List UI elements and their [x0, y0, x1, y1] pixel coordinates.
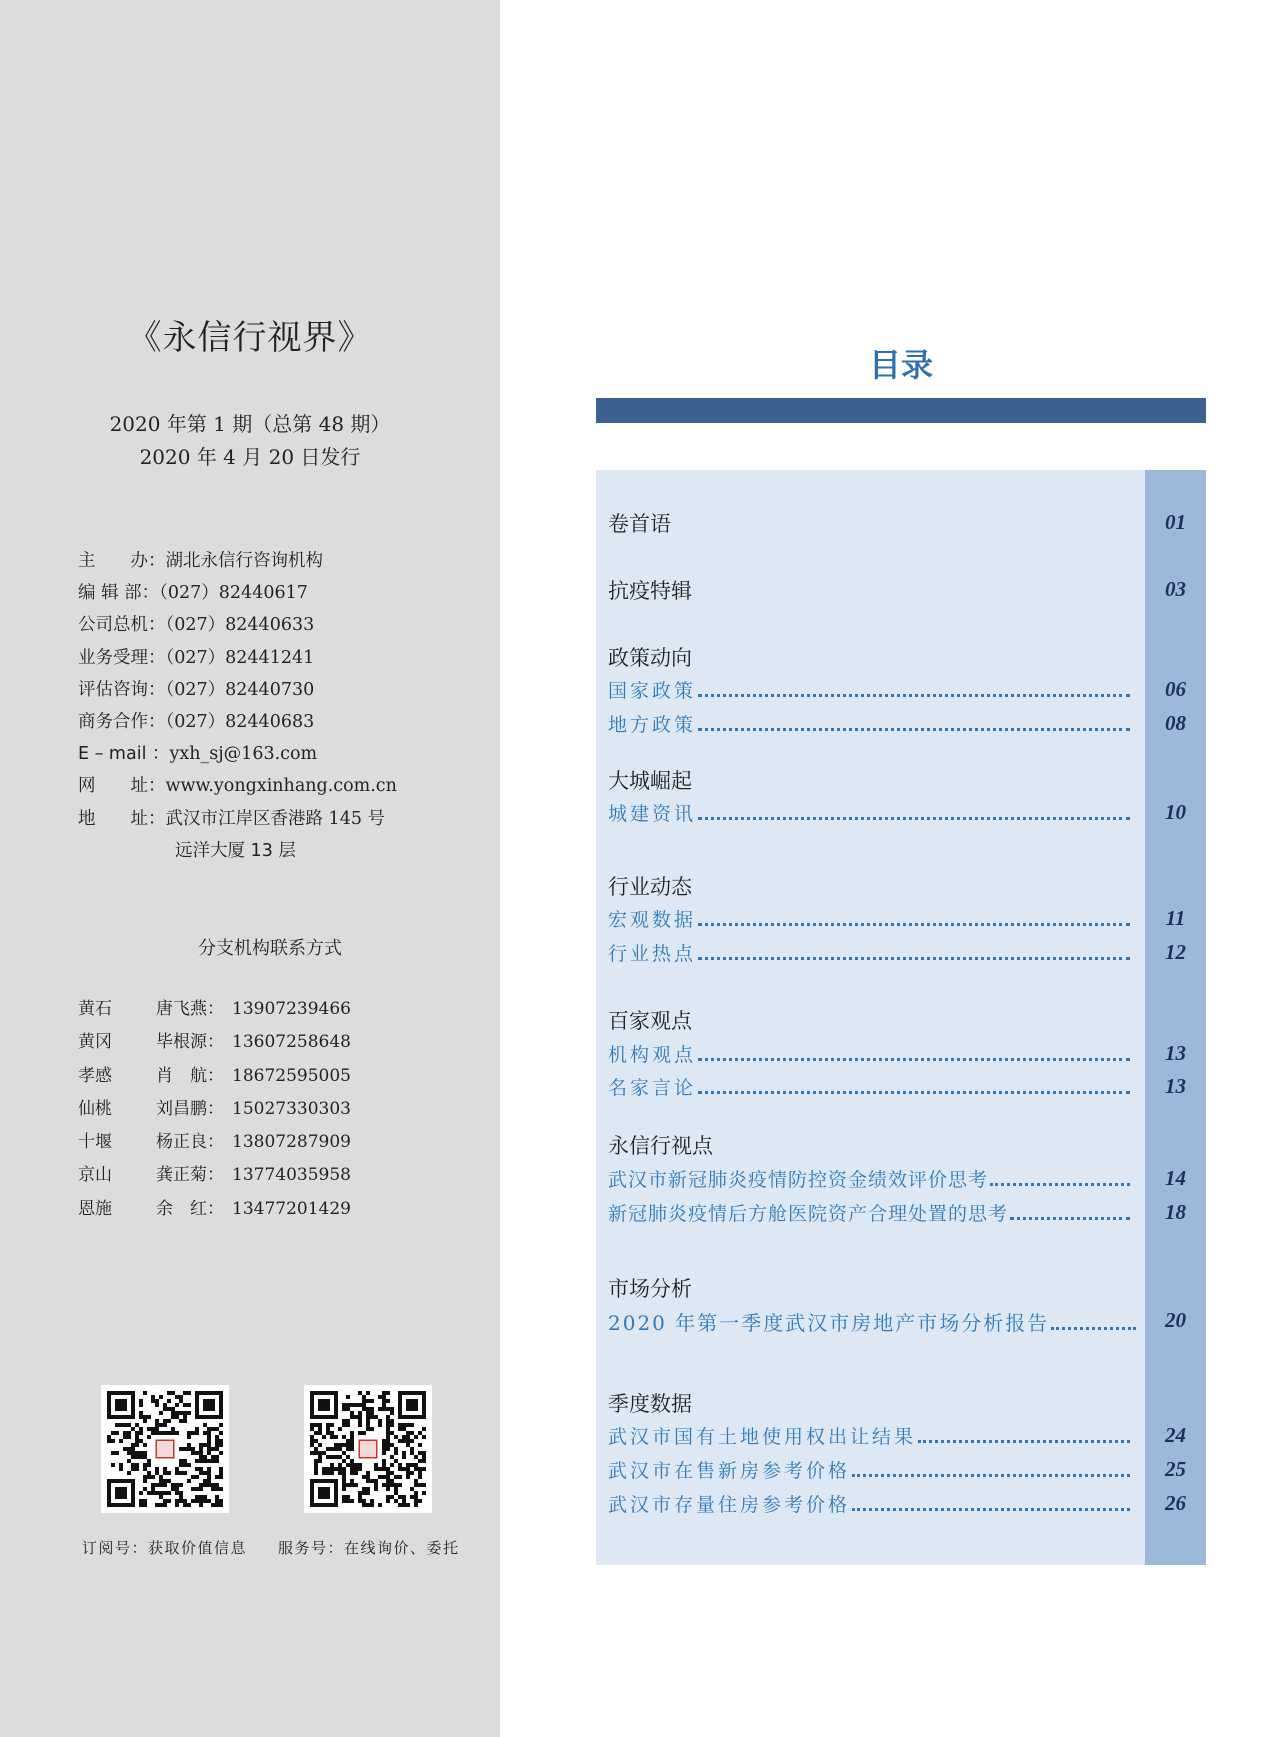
toc-item[interactable] — [608, 1456, 1130, 1483]
branch-person: 余 红： — [156, 1198, 224, 1219]
branch-phone: 13907239466 — [232, 999, 351, 1019]
toc-item[interactable] — [608, 939, 1130, 966]
toc-leader-dots — [918, 1440, 1130, 1443]
qr-code-graphic — [310, 1391, 426, 1507]
toc-page-number: 12 — [1165, 940, 1186, 964]
toc-leader-dots — [852, 1474, 1130, 1477]
contact-row — [78, 642, 498, 674]
toc-divider-bar — [596, 398, 1206, 423]
left-panel — [0, 0, 500, 1737]
branch-city: 黄冈 — [78, 1032, 112, 1053]
toc-leader-dots — [698, 923, 1130, 926]
branch-row — [78, 1159, 478, 1192]
toc-page-number: 03 — [1165, 577, 1186, 601]
toc-leader-dots — [1051, 1327, 1136, 1330]
toc-item-title: 2020 年第一季度武汉市房地产市场分析报告 — [608, 1311, 1050, 1335]
toc-item-title: 机构观点 — [608, 1044, 697, 1066]
contact-value: （027）82440683 — [165, 711, 315, 732]
contact-row — [78, 835, 498, 867]
branch-city: 恩施 — [78, 1198, 112, 1219]
toc-item-title: 新冠肺炎疫情后方舱医院资产合理处置的思考 — [608, 1203, 1009, 1225]
branch-city: 黄石 — [78, 999, 112, 1019]
branch-phone: 15027330303 — [232, 1098, 351, 1119]
toc-page-number: 13 — [1165, 1041, 1186, 1065]
branch-city: 仙桃 — [78, 1098, 112, 1119]
contact-label: 网 址： — [78, 776, 166, 797]
toc-page-number: 18 — [1165, 1200, 1186, 1224]
branch-city: 十堰 — [78, 1132, 112, 1153]
branch-row — [78, 1126, 478, 1159]
branch-city: 京山 — [78, 1165, 112, 1186]
toc-item[interactable] — [608, 1073, 1130, 1100]
issue-date: 2020 年 4 月 20 日发行 — [139, 445, 361, 469]
toc-leader-dots — [698, 728, 1130, 731]
toc-section[interactable]: 抗疫特辑 — [608, 579, 692, 603]
toc-page-number: 11 — [1165, 906, 1186, 930]
toc-page-column — [1145, 470, 1206, 1565]
toc-item[interactable] — [608, 710, 1130, 737]
toc-item[interactable] — [608, 1307, 1136, 1336]
contact-row — [78, 706, 498, 738]
toc-item-title: 地方政策 — [608, 714, 697, 736]
toc-item[interactable] — [608, 1422, 1130, 1449]
toc-section[interactable]: 卷首语 — [608, 512, 671, 536]
toc-leader-dots — [698, 957, 1130, 960]
branch-phone: 13607258648 — [232, 1032, 351, 1053]
toc-leader-dots — [698, 817, 1130, 820]
address-continuation: 远洋大厦 13 层 — [175, 840, 296, 861]
branch-row — [78, 1060, 478, 1093]
toc-item-title: 武汉市存量住房参考价格 — [608, 1494, 851, 1516]
branch-person: 唐飞燕： — [156, 999, 224, 1019]
branch-title: 分支机构联系方式 — [198, 938, 342, 959]
branch-row — [78, 1093, 478, 1126]
website-link[interactable]: www.yongxinhang.com.cn — [165, 776, 397, 797]
toc-heading: 目录 — [868, 346, 933, 384]
contact-value: 武汉市江岸区香港路 145 号 — [165, 808, 386, 829]
toc-leader-dots — [1010, 1217, 1130, 1220]
contact-row — [78, 770, 498, 802]
toc-page-number: 08 — [1165, 711, 1186, 735]
toc-item-title: 名家言论 — [608, 1077, 697, 1099]
toc-item-title: 武汉市国有土地使用权出让结果 — [608, 1426, 917, 1448]
toc-item[interactable] — [608, 1165, 1130, 1192]
qr-code-graphic — [107, 1391, 223, 1507]
contact-label: E – mail ： — [78, 744, 170, 765]
contact-label: 业务受理： — [78, 647, 166, 668]
contact-list — [78, 545, 498, 867]
contact-row — [78, 545, 498, 577]
toc-leader-dots — [698, 1058, 1130, 1061]
branch-phone: 18672595005 — [232, 1065, 351, 1086]
toc-item[interactable] — [608, 1199, 1130, 1226]
toc-leader-dots — [698, 694, 1130, 697]
toc-section: 市场分析 — [608, 1277, 692, 1301]
toc-page-number: 25 — [1165, 1457, 1186, 1481]
branch-city: 孝感 — [78, 1065, 112, 1086]
contact-label: 商务合作： — [78, 711, 166, 732]
qr-caption-service: 服务号：在线询价、委托 — [278, 1539, 460, 1557]
qr-code-icon[interactable] — [304, 1385, 432, 1513]
contact-row — [78, 609, 498, 641]
contact-row — [78, 738, 498, 770]
toc-item[interactable] — [608, 676, 1130, 703]
magazine-title: 《永信行视界》 — [127, 318, 373, 358]
toc-item-title: 城建资讯 — [608, 803, 697, 825]
toc-item-title: 武汉市新冠肺炎疫情防控资金绩效评价思考 — [608, 1169, 989, 1191]
branch-phone: 13774035958 — [232, 1165, 351, 1186]
branch-phone: 13807287909 — [232, 1132, 351, 1153]
branch-person: 龚正菊： — [156, 1165, 224, 1186]
toc-leader-dots — [698, 1091, 1130, 1094]
toc-item-title: 武汉市在售新房参考价格 — [608, 1460, 851, 1482]
branch-person: 刘昌鹏： — [156, 1098, 224, 1119]
contact-value: （027）82441241 — [165, 647, 315, 668]
toc-page-number: 26 — [1165, 1491, 1186, 1515]
toc-item[interactable] — [608, 1490, 1130, 1517]
issue-number: 2020 年第 1 期（总第 48 期） — [109, 412, 391, 436]
toc-section: 季度数据 — [608, 1392, 692, 1416]
toc-section: 永信行视点 — [608, 1134, 713, 1158]
contact-value: （027）82440617 — [159, 583, 308, 604]
toc-item-title: 行业热点 — [608, 943, 697, 965]
contact-label: 评估咨询： — [78, 679, 166, 700]
contact-label: 地 址： — [78, 808, 166, 829]
contact-label: 公司总机： — [78, 615, 166, 636]
branch-person: 肖 航： — [156, 1065, 224, 1086]
toc-page-number: 20 — [1165, 1308, 1186, 1332]
contact-value: （027）82440633 — [165, 615, 315, 636]
toc-section: 百家观点 — [608, 1009, 692, 1033]
contact-row — [78, 674, 498, 706]
toc-item[interactable] — [608, 799, 1130, 826]
branch-person: 杨正良： — [156, 1132, 224, 1153]
toc-leader-dots — [990, 1183, 1130, 1186]
contact-value: （027）82440730 — [165, 679, 315, 700]
branch-phone: 13477201429 — [232, 1198, 351, 1219]
contact-row — [78, 803, 498, 835]
branch-list — [78, 993, 478, 1226]
branch-row — [78, 1193, 478, 1226]
toc-section: 行业动态 — [608, 875, 692, 899]
branch-person: 毕根源： — [156, 1032, 224, 1053]
toc-page-number: 24 — [1165, 1423, 1186, 1447]
toc-page-number: 06 — [1165, 677, 1186, 701]
toc-leader-dots — [852, 1508, 1130, 1511]
toc-item-title: 宏观数据 — [608, 909, 697, 931]
qr-caption-subscription: 订阅号：获取价值信息 — [82, 1539, 248, 1557]
toc-item[interactable] — [608, 905, 1130, 932]
contact-label: 主 办： — [78, 551, 166, 571]
toc-item[interactable] — [608, 1040, 1130, 1067]
toc-section: 政策动向 — [608, 646, 692, 670]
contact-row — [78, 577, 498, 609]
branch-row — [78, 993, 478, 1026]
qr-code-icon[interactable] — [101, 1385, 229, 1513]
toc-page-number: 13 — [1165, 1074, 1186, 1098]
branch-row — [78, 1026, 478, 1059]
email-link[interactable]: yxh_sj@163.com — [169, 744, 318, 765]
toc-item-title: 国家政策 — [608, 680, 697, 702]
toc-page-number: 14 — [1165, 1166, 1186, 1190]
toc-page-number: 01 — [1165, 510, 1186, 534]
contact-label: 编 辑 部： — [78, 583, 160, 604]
toc-page-number: 10 — [1165, 800, 1186, 824]
toc-section: 大城崛起 — [608, 769, 692, 793]
contact-value: 湖北永信行咨询机构 — [165, 551, 323, 571]
